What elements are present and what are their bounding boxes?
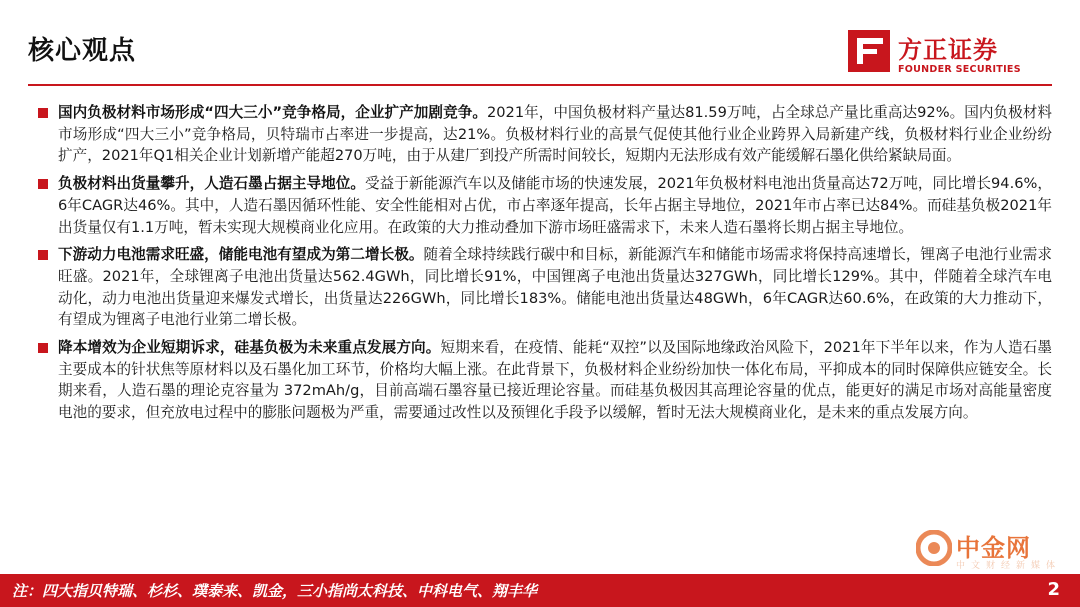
key-point-lead: 降本增效为企业短期诉求，硅基负极为未来重点发展方向。: [58, 339, 441, 357]
key-point-lead: 下游动力电池需求旺盛，储能电池有望成为第二增长极。: [58, 246, 424, 264]
cngold-watermark: [916, 528, 1066, 576]
logo-chinese-name: 方正证券: [898, 36, 998, 64]
key-point-3: [36, 244, 1052, 331]
key-points-list: [36, 102, 1052, 430]
watermark-tagline: 中文财经新媒体: [956, 561, 1062, 571]
key-point-lead: 负极材料出货量攀升，人造石墨占据主导地位。: [58, 175, 366, 193]
key-point-body: 2021年，中国负极材料产量达81.59万吨，占全球总产量比重高达92%。国内负极材料市场形成“四大三小”竞争格局，贝特瑞市占率进一步提高，达21%。负极材料行业的高景气促使其他行业企业跨界入局新建产线，负极材料行业企业纷纷扩产，2021年Q1相关企业计划新增产能超270万吨，由于从建厂到投产所需时间较长，短期内无法形成有效产能缓解石墨化供给紧缺局面。: [58, 104, 1053, 165]
key-point-body: 随着全球持续践行碳中和目标，新能源汽车和储能市场需求将保持高速增长，锂离子电池行业需求旺盛。2021年，全球锂离子电池出货量达562.4GWh，同比增长91%，中国锂离子电池出货量达327GWh，同比增长129%。其中，伴随着全球汽车电动化，动力电池出货量迎来爆发式增长，出货量达226GWh，同比增长183%。储能电池出货量达48GWh，6年CAGR达60.6%，在政策的大力推动下，有望成为锂离子电池行业第二增长极。: [58, 246, 1052, 329]
key-point-1: [36, 102, 1052, 167]
logo-english-name: FOUNDER SECURITIES: [898, 64, 1021, 75]
page-title: 核心观点: [28, 36, 137, 66]
key-point-4: [36, 337, 1052, 424]
founder-logo-icon: [848, 30, 890, 72]
bullet-square-icon: [38, 179, 48, 189]
key-point-2: [36, 173, 1052, 238]
bullet-square-icon: [38, 108, 48, 118]
page-number: 2: [1047, 579, 1060, 600]
watermark-name: 中金网: [956, 534, 1031, 562]
bullet-square-icon: [38, 250, 48, 260]
bullet-square-icon: [38, 343, 48, 353]
cngold-logo-icon: [916, 530, 952, 566]
key-point-lead: 国内负极材料市场形成“四大三小”竞争格局，企业扩产加剧竞争。: [58, 104, 487, 121]
founder-logo: [848, 30, 1028, 78]
footer-note: 注：四大指贝特瑞、杉杉、璞泰来、凯金，三小指尚太科技、中科电气、翔丰华: [12, 582, 538, 600]
footer-bar: [0, 574, 1080, 607]
key-point-body: 受益于新能源汽车以及储能市场的快速发展，2021年负极材料电池出货量高达72万吨，同比增长94.6%，6年CAGR达46%。其中，人造石墨因循环性能、安全性能相对占优，市占率逐年提高，长年占据主导地位，2021年市占率已达84%。而硅基负极2021年出货量仅有1.1万吨，暂未实现大规模商业化应用。在政策的大力推动叠加下游市场旺盛需求下，未来人造石墨将长期占据主导地位。: [58, 175, 1052, 236]
key-point-body: 短期来看，在疫情、能耗“双控”以及国际地缘政治风险下，2021年下半年以来，作为人造石墨主要成本的针状焦等原材料以及石墨化加工环节，价格均大幅上涨。在此背景下，负极材料企业纷纷加快一体化布局，平抑成本的同时保障供应链安全。长期来看，人造石墨的理论克容量为 372mAh/g，目前高端石墨容量已接近理论容量。而硅基负极因其高理论容量的优点，能更好的满足市场对高能量密度电池的要求，但充放电过程中的膨胀问题极为严重，需要通过改性以及预锂化手段予以缓解，暂时无法大规模商业化，是未来的重点发展方向。: [58, 339, 1052, 422]
title-divider: [28, 84, 1052, 86]
